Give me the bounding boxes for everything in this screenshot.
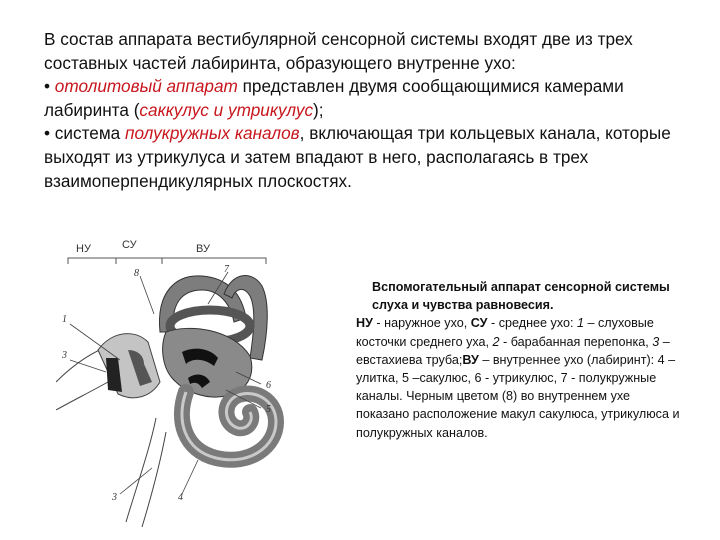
bullet-text-end: ); — [313, 99, 324, 120]
ear-diagram — [56, 232, 356, 532]
bracket-outer-ear — [68, 258, 116, 264]
ear-illustration — [56, 232, 356, 532]
caption-title-text: Вспомогательный аппарат сенсорной системы слуха и чувства равновесия. — [372, 280, 670, 313]
num-7: 7 — [224, 264, 229, 275]
num-3: 3 — [112, 492, 117, 503]
caption-number: 2 — [492, 334, 500, 349]
num-4: 4 — [178, 492, 183, 503]
num-8: 8 — [134, 268, 139, 279]
caption-text: - среднее ухо: — [487, 316, 577, 331]
region-brackets — [68, 258, 266, 264]
caption-number: 3 — [652, 334, 660, 349]
caption-body — [356, 314, 686, 441]
bullet-text: представлен двумя сообщающимися камерами лабиринта ( — [44, 76, 624, 120]
bracket-inner-ear — [162, 258, 266, 264]
caption-number: 1 — [576, 316, 584, 331]
abbr-middle-ear: СУ — [470, 316, 488, 331]
abbr-inner-ear: ВУ — [462, 352, 479, 367]
num-6: 6 — [266, 380, 271, 391]
abbr-outer-ear: НУ — [356, 316, 373, 331]
label-outer-ear: НУ — [76, 243, 91, 255]
figure-caption — [356, 278, 686, 442]
cochlea — [182, 392, 276, 460]
label-inner-ear: ВУ — [196, 243, 210, 255]
caption-text: – слуховые косточки среднего уха, — [356, 316, 654, 349]
bracket-middle-ear — [116, 258, 162, 264]
caption-text: - барабанная перепонка, — [499, 334, 653, 349]
caption-text: – евстахиева труба; — [356, 334, 670, 367]
num-2-position: 3 — [62, 350, 67, 361]
caption-title — [356, 278, 686, 314]
term-semicircular-canals: полукружных каналов — [124, 123, 300, 144]
label-middle-ear: СУ — [122, 239, 137, 251]
num-5: 5 — [266, 404, 271, 415]
bullet-marker: • система — [44, 123, 125, 144]
intro-line: В состав аппарата вестибулярной сенсорной системы входят две из трех составных частей лабиринта, образующего внутренне ухо: — [44, 29, 633, 73]
num-1: 1 — [62, 314, 67, 325]
bullet-text: , включающая три кольцевых канала, которые выходят из утрикулуса и затем впадают в него, располагаясь в трех взаимоперпендикулярных плоскостях. — [44, 123, 671, 191]
bullet-canals — [44, 122, 694, 193]
caption-text: – внутреннее ухо (лабиринт): 4 – улитка, 5 –сакулюс, 6 - утрикулюс, 7 - полукружные каналы. Черным цветом (8) во внутреннем ухе показано расположение макул сакулюса, утрикулюса и полукружных каналов. — [356, 352, 680, 440]
intro-text — [44, 28, 694, 193]
bullet-otolith — [44, 75, 694, 122]
term-otolith-apparatus: отолитовый аппарат — [54, 76, 238, 97]
caption-text: - наружное ухо, — [372, 316, 471, 331]
term-chambers: саккулус и утрикулус — [139, 99, 314, 120]
bullet-marker: • — [44, 76, 55, 97]
